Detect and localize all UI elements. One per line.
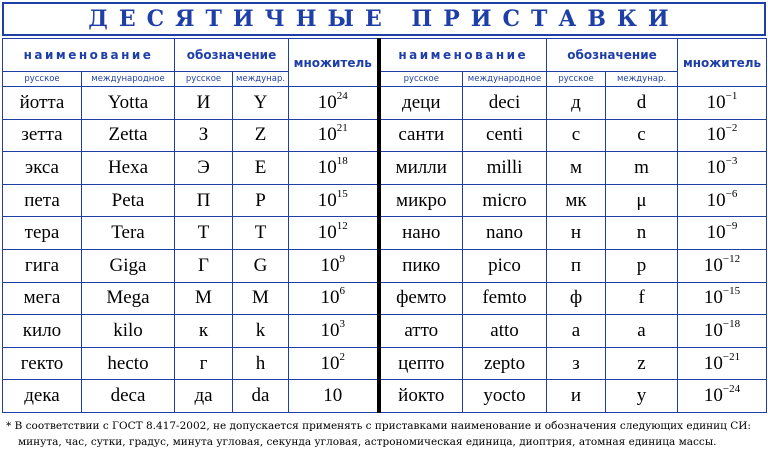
- prefix-symbol-international: f: [606, 282, 678, 315]
- subheader-international: международное: [463, 72, 547, 87]
- prefix-name-russian: кило: [3, 315, 82, 348]
- prefix-name-russian: пета: [3, 184, 82, 217]
- header-symbol-right: обозначение: [547, 39, 678, 72]
- prefix-name-international: centi: [463, 119, 547, 152]
- prefix-symbol-russian: н: [547, 217, 606, 250]
- prefix-multiplier: [678, 152, 767, 185]
- prefix-name-russian: цепто: [379, 347, 463, 380]
- prefix-name-international: deci: [463, 87, 547, 120]
- footnote: [6, 418, 764, 450]
- prefix-symbol-international: a: [606, 315, 678, 348]
- multiplier-exponent: 18: [336, 154, 348, 167]
- prefix-multiplier: [289, 217, 379, 250]
- prefix-symbol-international: n: [606, 217, 678, 250]
- multiplier-base: 10: [703, 319, 723, 341]
- prefix-name-russian: гига: [3, 249, 82, 282]
- subheader-international-symbol: междунар.: [233, 72, 289, 87]
- multiplier-exponent: 2: [339, 350, 346, 363]
- multiplier-base: 10: [317, 156, 337, 178]
- header-multiplier-right: множитель: [678, 39, 767, 87]
- multiplier-base: 10: [317, 189, 337, 211]
- prefix-symbol-international: E: [233, 152, 289, 185]
- prefix-symbol-international: y: [606, 380, 678, 413]
- header-row: [3, 39, 767, 72]
- multiplier-base: 10: [320, 254, 340, 276]
- multiplier-exponent: −15: [722, 285, 741, 298]
- prefix-multiplier: [289, 152, 379, 185]
- prefix-name-russian: микро: [379, 184, 463, 217]
- prefix-symbol-russian: Э: [175, 152, 233, 185]
- table-row: [3, 380, 767, 413]
- prefix-multiplier: [678, 282, 767, 315]
- multiplier-base: 10: [320, 319, 340, 341]
- multiplier-exponent: −18: [722, 317, 741, 330]
- multiplier-exponent: −2: [725, 122, 738, 135]
- prefix-name-russian: гекто: [3, 347, 82, 380]
- multiplier-exponent: 3: [339, 317, 346, 330]
- multiplier-exponent: −9: [725, 220, 738, 233]
- prefix-name-international: Yotta: [82, 87, 175, 120]
- prefix-multiplier: [289, 380, 379, 413]
- prefix-name-international: zepto: [463, 347, 547, 380]
- footnote-line-1: * В соответствии с ГОСТ 8.417-2002, не допускается применять с приставками наименование и обозначения следующих единиц СИ:: [6, 420, 751, 432]
- prefixes-table: [2, 38, 767, 413]
- subheader-russian: русское: [379, 72, 463, 87]
- prefix-name-russian: деци: [379, 87, 463, 120]
- prefix-symbol-international: M: [233, 282, 289, 315]
- prefix-name-international: Mega: [82, 282, 175, 315]
- multiplier-base: 10: [320, 287, 340, 309]
- multiplier-base: 10: [703, 287, 723, 309]
- table-row: [3, 184, 767, 217]
- prefix-multiplier: [678, 217, 767, 250]
- multiplier-base: 10: [706, 124, 726, 146]
- prefix-name-russian: санти: [379, 119, 463, 152]
- footnote-line-2: минута, час, сутки, градус, минута угловая, секунда угловая, астрономическая единица, диоптрия, атомная единица массы.: [18, 436, 717, 448]
- prefix-symbol-international: h: [233, 347, 289, 380]
- prefix-symbol-russian: Т: [175, 217, 233, 250]
- prefix-name-international: micro: [463, 184, 547, 217]
- prefix-symbol-international: P: [233, 184, 289, 217]
- prefix-multiplier: [289, 184, 379, 217]
- prefix-symbol-international: p: [606, 249, 678, 282]
- multiplier-base: 10: [323, 385, 343, 407]
- prefix-symbol-international: z: [606, 347, 678, 380]
- multiplier-base: 10: [706, 222, 726, 244]
- prefix-symbol-russian: мк: [547, 184, 606, 217]
- table-row: [3, 249, 767, 282]
- prefix-name-russian: фемто: [379, 282, 463, 315]
- header-name-left: наименование: [3, 39, 175, 72]
- prefix-multiplier: [678, 347, 767, 380]
- multiplier-base: 10: [703, 385, 723, 407]
- prefix-name-international: hecto: [82, 347, 175, 380]
- prefix-multiplier: [678, 380, 767, 413]
- prefix-symbol-russian: М: [175, 282, 233, 315]
- subheader-russian-symbol: русское: [547, 72, 606, 87]
- multiplier-exponent: 9: [339, 252, 346, 265]
- multiplier-exponent: −6: [725, 187, 738, 200]
- prefix-symbol-russian: и: [547, 380, 606, 413]
- prefix-name-russian: дека: [3, 380, 82, 413]
- multiplier-base: 10: [317, 91, 337, 113]
- subheader-russian-symbol: русское: [175, 72, 233, 87]
- prefix-symbol-international: k: [233, 315, 289, 348]
- multiplier-exponent: 6: [339, 285, 346, 298]
- prefix-symbol-russian: ф: [547, 282, 606, 315]
- multiplier-exponent: −12: [722, 252, 741, 265]
- page-title: ДЕСЯТИЧНЫЕ ПРИСТАВКИ: [2, 2, 766, 36]
- multiplier-base: 10: [703, 352, 723, 374]
- prefix-name-international: Hexa: [82, 152, 175, 185]
- multiplier-exponent: 24: [336, 89, 348, 102]
- multiplier-base: 10: [706, 91, 726, 113]
- prefix-name-russian: йотта: [3, 87, 82, 120]
- prefix-name-international: Giga: [82, 249, 175, 282]
- multiplier-exponent: 15: [336, 187, 348, 200]
- subheader-row: [3, 72, 767, 87]
- multiplier-exponent: −24: [722, 383, 741, 396]
- prefix-name-russian: пико: [379, 249, 463, 282]
- prefix-name-russian: атто: [379, 315, 463, 348]
- prefix-name-russian: нано: [379, 217, 463, 250]
- prefix-name-russian: зетта: [3, 119, 82, 152]
- multiplier-exponent: −21: [722, 350, 741, 363]
- multiplier-base: 10: [317, 222, 337, 244]
- prefix-name-international: Tera: [82, 217, 175, 250]
- table-row: [3, 87, 767, 120]
- prefix-name-russian: йокто: [379, 380, 463, 413]
- prefix-multiplier: [678, 249, 767, 282]
- table-row: [3, 119, 767, 152]
- subheader-international-symbol: междунар.: [606, 72, 678, 87]
- multiplier-exponent: 21: [336, 122, 348, 135]
- subheader-russian: русское: [3, 72, 82, 87]
- prefix-multiplier: [678, 87, 767, 120]
- prefix-name-international: femto: [463, 282, 547, 315]
- prefix-symbol-international: T: [233, 217, 289, 250]
- prefix-name-russian: мега: [3, 282, 82, 315]
- prefix-symbol-russian: з: [547, 347, 606, 380]
- prefix-symbol-russian: да: [175, 380, 233, 413]
- prefix-name-russian: милли: [379, 152, 463, 185]
- prefix-symbol-russian: З: [175, 119, 233, 152]
- multiplier-base: 10: [706, 156, 726, 178]
- table-row: [3, 152, 767, 185]
- prefix-multiplier: [678, 119, 767, 152]
- multiplier-exponent: 12: [336, 220, 348, 233]
- prefix-name-international: milli: [463, 152, 547, 185]
- prefix-name-international: deca: [82, 380, 175, 413]
- prefix-multiplier: [678, 184, 767, 217]
- multiplier-base: 10: [703, 254, 723, 276]
- prefix-multiplier: [289, 315, 379, 348]
- prefix-symbol-international: d: [606, 87, 678, 120]
- prefix-multiplier: [289, 249, 379, 282]
- prefix-symbol-international: μ: [606, 184, 678, 217]
- header-name-right: наименование: [379, 39, 547, 72]
- prefix-multiplier: [289, 282, 379, 315]
- prefix-name-international: yocto: [463, 380, 547, 413]
- prefix-name-russian: тера: [3, 217, 82, 250]
- prefix-symbol-russian: П: [175, 184, 233, 217]
- prefix-symbol-russian: м: [547, 152, 606, 185]
- prefix-symbol-international: G: [233, 249, 289, 282]
- prefix-symbol-international: Z: [233, 119, 289, 152]
- prefix-name-international: Peta: [82, 184, 175, 217]
- prefix-multiplier: [678, 315, 767, 348]
- prefix-symbol-international: da: [233, 380, 289, 413]
- prefix-symbol-russian: г: [175, 347, 233, 380]
- multiplier-exponent: −3: [725, 154, 738, 167]
- prefix-multiplier: [289, 87, 379, 120]
- prefix-symbol-russian: Г: [175, 249, 233, 282]
- prefix-symbol-russian: п: [547, 249, 606, 282]
- prefix-name-international: pico: [463, 249, 547, 282]
- prefix-symbol-russian: а: [547, 315, 606, 348]
- subheader-international: международное: [82, 72, 175, 87]
- prefix-symbol-russian: с: [547, 119, 606, 152]
- multiplier-base: 10: [317, 124, 337, 146]
- multiplier-base: 10: [706, 189, 726, 211]
- prefix-symbol-russian: к: [175, 315, 233, 348]
- prefix-name-international: nano: [463, 217, 547, 250]
- prefix-symbol-international: Y: [233, 87, 289, 120]
- prefix-multiplier: [289, 347, 379, 380]
- prefix-name-international: atto: [463, 315, 547, 348]
- prefix-name-international: Zetta: [82, 119, 175, 152]
- table-row: [3, 217, 767, 250]
- table-row: [3, 347, 767, 380]
- prefix-name-russian: экса: [3, 152, 82, 185]
- table-row: [3, 315, 767, 348]
- header-multiplier-left: множитель: [289, 39, 379, 87]
- prefix-name-international: kilo: [82, 315, 175, 348]
- header-symbol-left: обозначение: [175, 39, 289, 72]
- prefix-symbol-russian: И: [175, 87, 233, 120]
- table-row: [3, 282, 767, 315]
- prefix-symbol-international: m: [606, 152, 678, 185]
- prefix-symbol-international: c: [606, 119, 678, 152]
- multiplier-base: 10: [320, 352, 340, 374]
- prefix-multiplier: [289, 119, 379, 152]
- prefix-symbol-russian: д: [547, 87, 606, 120]
- multiplier-exponent: −1: [725, 89, 738, 102]
